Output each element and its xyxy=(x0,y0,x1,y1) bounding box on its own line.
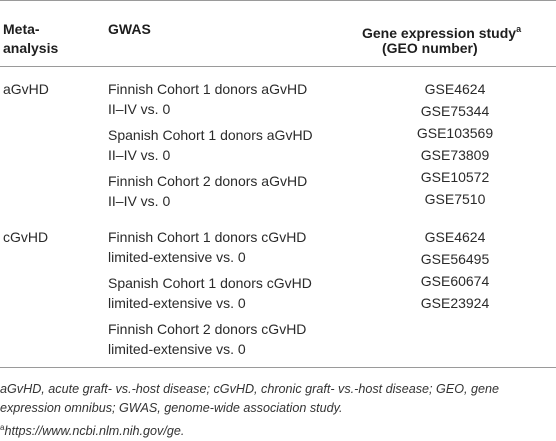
gwas-agvhd-1-line1: Finnish Cohort 1 donors aGvHD xyxy=(108,81,308,97)
row-meta-cgvhd: cGvHD xyxy=(3,229,49,245)
top-rule xyxy=(0,0,556,1)
gwas-agvhd-2-line1: Spanish Cohort 1 donors aGvHD xyxy=(108,127,313,143)
footnote-abbreviations-line2: expression omnibus; GWAS, genome-wide association study. xyxy=(0,401,343,415)
header-rule xyxy=(0,66,556,67)
geo-agvhd-2: GSE75344 xyxy=(420,103,490,119)
gwas-cgvhd-3-line1: Finnish Cohort 2 donors cGvHD xyxy=(108,321,307,337)
header-meta-line2: analysis xyxy=(3,40,59,56)
gwas-agvhd-3-line2: II–IV vs. 0 xyxy=(108,193,171,209)
gwas-cgvhd-1-line2: limited-extensive vs. 0 xyxy=(108,249,246,265)
row-meta-agvhd: aGvHD xyxy=(3,81,49,97)
gwas-agvhd-3-line1: Finnish Cohort 2 donors aGvHD xyxy=(108,173,308,189)
footnote-url-marker: a xyxy=(0,423,5,432)
header-meta-line1: Meta- xyxy=(3,21,40,37)
geo-cgvhd-4: GSE23924 xyxy=(420,295,490,311)
header-geo-number: (GEO number) xyxy=(382,40,478,56)
gwas-cgvhd-2-line1: Spanish Cohort 1 donors cGvHD xyxy=(108,275,312,291)
geo-agvhd-3: GSE103569 xyxy=(416,125,494,141)
footnote-url-link[interactable]: https://www.ncbi.nlm.nih.gov/ge. xyxy=(4,424,185,438)
bottom-rule xyxy=(0,367,556,368)
geo-agvhd-5: GSE10572 xyxy=(420,169,490,185)
gwas-agvhd-2-line2: II–IV vs. 0 xyxy=(108,147,171,163)
gwas-cgvhd-2-line2: limited-extensive vs. 0 xyxy=(108,295,246,311)
geo-agvhd-6: GSE7510 xyxy=(424,191,486,207)
footnote-abbreviations-line1: aGvHD, acute graft- vs.-host disease; cGvHD, chronic graft- vs.-host disease; GEO, gene xyxy=(0,382,500,396)
header-gwas: GWAS xyxy=(108,21,151,37)
footnote-url xyxy=(0,418,556,441)
gwas-cgvhd-3-line2: limited-extensive vs. 0 xyxy=(108,341,246,357)
gwas-cgvhd-1-line1: Finnish Cohort 1 donors cGvHD xyxy=(108,229,307,245)
geo-cgvhd-3: GSE60674 xyxy=(420,273,490,289)
geo-cgvhd-1: GSE4624 xyxy=(424,229,486,245)
geo-agvhd-1: GSE4624 xyxy=(424,81,486,97)
header-gene-expression: Gene expression study$^a$ xyxy=(362,24,522,41)
header-gene-footnote-marker: a xyxy=(516,24,522,34)
geo-agvhd-4: GSE73809 xyxy=(420,147,490,163)
geo-cgvhd-2: GSE56495 xyxy=(420,251,490,267)
gwas-agvhd-1-line2: II–IV vs. 0 xyxy=(108,101,171,117)
